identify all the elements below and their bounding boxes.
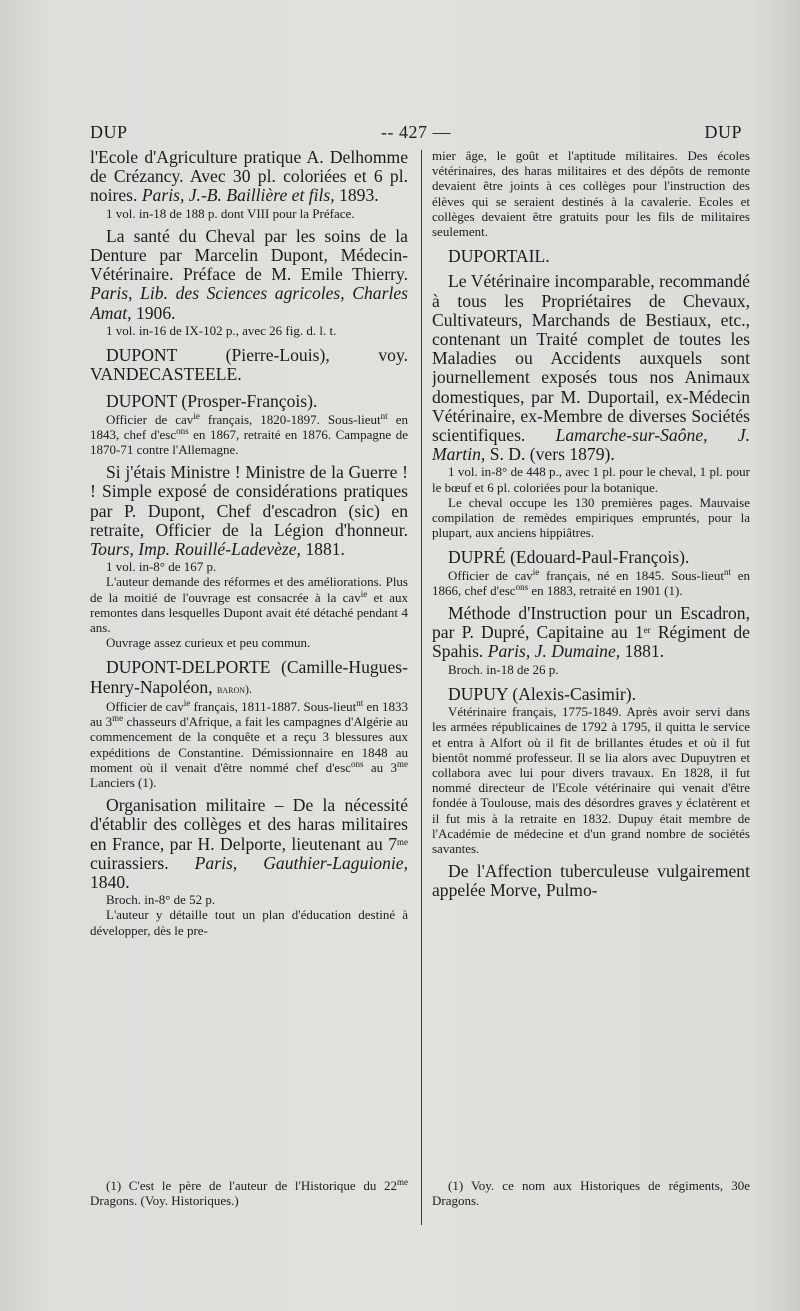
author-biography: Officier de cav$^{ie}$ français, 1820-1897. Sous-lieut$^{nt}$ en 1843, chef d'esc$^{ons}$ en 1867, retraité en 1876. Campagne de 1870-71 contre l'Allemagne. xyxy=(90,410,408,458)
page-number: -- 427 — xyxy=(381,122,451,142)
entry-text: Organisation militaire – De la nécessité d'établir des collèges et des haras militaires en France, par H. Delporte, lieutenant au $7^{me}$ cuirassiers. Paris, Gauthier-Laguionie, 1840. xyxy=(90,795,408,892)
author-heading: DUPONT (Pierre-Louis), voy. VANDECASTEELE. xyxy=(90,345,408,385)
entry-note: mier âge, le goût et l'aptitude militaires. Des écoles vétérinaires, des haras militaires et des dépôts de remonte devaient être joints à ces collèges pour l'instruction des élèves qui se seraient destinés à la cavalerie. Ecoles et collèges devaient être gratuits pour les fils de militaires seulement. xyxy=(432,148,750,240)
entry-text: Méthode d'Instruction pour un Escadron, par P. Dupré, Capitaine au 1er Régiment de Spahis. Paris, J. Dumaine, 1881. xyxy=(432,603,750,662)
header-right: DUP xyxy=(704,122,742,142)
entry-description: Broch. in-18 de 26 p. xyxy=(448,661,559,677)
author-heading: DUPUY (Alexis-Casimir). xyxy=(448,683,636,704)
entry-text: Si j'étais Ministre ! Ministre de la Guerre ! ! Simple exposé de considérations pratiques par P. Dupont, Chef d'escadron (sic) en retraite, Officier de la Légion d'honneur. Tours, Imp. Rouillé-Ladevèze, 1881. xyxy=(90,462,408,560)
author-biography: Vétérinaire français, 1775-1849. Après avoir servi dans les armées républicaines de 1792 à 1795, il quitta le service et entra à Alfort où il fit de brillantes études et où il fut bientôt nommé professeur. Il se lia alors avec Dupuytren et collabora avec lui pour divers travaux. En 1828, il fut nommé directeur de l'Ecole vétérinaire qui venait d'être fondée à Toulouse, mais des désordres graves y éclatèrent et il fut mis à la retraite en 1832. Dupuy était membre de l'Académie de médecine et d'un grand nombre de sociétés savantes. xyxy=(432,704,750,856)
author-biography: Officier de cav$^{ie}$ français, né en 1845. Sous-lieut$^{nt}$ en 1866, chef d'esc$^{ons}$ en 1883, retraité en 1901 (1). xyxy=(432,566,750,598)
entry-note: L'auteur y détaille tout un plan d'éducation destiné à développer, dès le pre- xyxy=(90,907,408,938)
entry-text: Le Vétérinaire incomparable, recommandé à tous les Propriétaires de Chevaux, Cultivateurs, Marchands de Bestiaux, etc., contenant un Traité complet de toutes les Maladies ou Accidents auxquels sont journellement exposés tous nos Animaux domestiques, par M. Duportail, ex-Médecin Vétérinaire, ex-Membre de diverses Sociétés scientifiques. Lamarche-sur-Saône, J. Martin, S. D. (vers 1879). xyxy=(432,271,750,465)
entry-text: La santé du Cheval par les soins de la Denture par Marcelin Dupont, Médecin-Vétérinaire. Préface de M. Emile Thierry. Paris, Lib. des Sciences agricoles, Charles Amat, 1906. xyxy=(90,225,408,323)
header-left: DUP xyxy=(90,122,128,142)
author-heading: DUPORTAIL. xyxy=(448,246,550,267)
entry-description: 1 vol. in-16 de IX-102 p., avec 26 fig. d. l. t. xyxy=(106,322,337,338)
author-biography: Officier de cav$^{ie}$ français, 1811-1887. Sous-lieut$^{nt}$ en 1833 au $3^{me}$ chasseurs d'Afrique, a fait les campagnes d'Algérie au commencement de la conquête et a reçu 3 blessures aux expéditions de Constantine. Démissionnaire en 1848 au moment où il venait d'être nommé chef d'esc$^{ons}$ au $3^{me}$ Lanciers (1). xyxy=(90,697,408,790)
entry-note: Le cheval occupe les 130 premières pages. Mauvaise compilation de remèdes empiriques empruntés, pour la plupart, aux anciens hippiâtres. xyxy=(432,494,750,541)
entry-description: 1 vol. in-18 de 188 p. dont VIII pour la Préface. xyxy=(106,205,355,221)
entry-description: 1 vol. in-8° de 167 p. xyxy=(106,559,217,575)
entry-text: De l'Affection tuberculeuse vulgairement appelée Morve, Pulmo- xyxy=(432,861,750,901)
running-head xyxy=(90,122,742,146)
entry-note: Ouvrage assez curieux et peu commun. xyxy=(106,635,311,651)
entry-description: Broch. in-8° de 52 p. xyxy=(106,892,216,908)
column-divider xyxy=(421,150,422,1225)
entry-text: l'Ecole d'Agriculture pratique A. Delhomme de Crézancy. Avec 30 pl. coloriées et 6 pl. noires. Paris, J.-B. Baillière et fils, 1893. xyxy=(90,148,408,206)
footnote: (1) Voy. ce nom aux Historiques de régiments, 30e Dragons. xyxy=(432,1178,750,1209)
author-heading: DUPONT-DELPORTE (Camille-Hugues-Henry-Napoléon, baron). xyxy=(90,657,408,697)
author-heading: DUPRÉ (Edouard-Paul-François). xyxy=(448,547,690,568)
entry-note: L'auteur demande des réformes et des améliorations. Plus de la moitié de l'ouvrage est consacrée à la cav$^{ie}$ et aux remontes dans lesquelles Dupont avait été détaché pendant 4 ans. xyxy=(90,574,408,636)
right-column xyxy=(432,148,750,1223)
entry-description: 1 vol. in-8° de 448 p., avec 1 pl. pour le cheval, 1 pl. pour le bœuf et 6 pl. coloriées pour la botanique. xyxy=(432,464,750,495)
footnote: (1) C'est le père de l'auteur de l'Historique du $22^{me}$ Dragons. (Voy. Historiques.) xyxy=(90,1177,408,1209)
left-column xyxy=(90,148,408,1223)
author-heading: DUPONT (Prosper-François). xyxy=(106,391,318,412)
